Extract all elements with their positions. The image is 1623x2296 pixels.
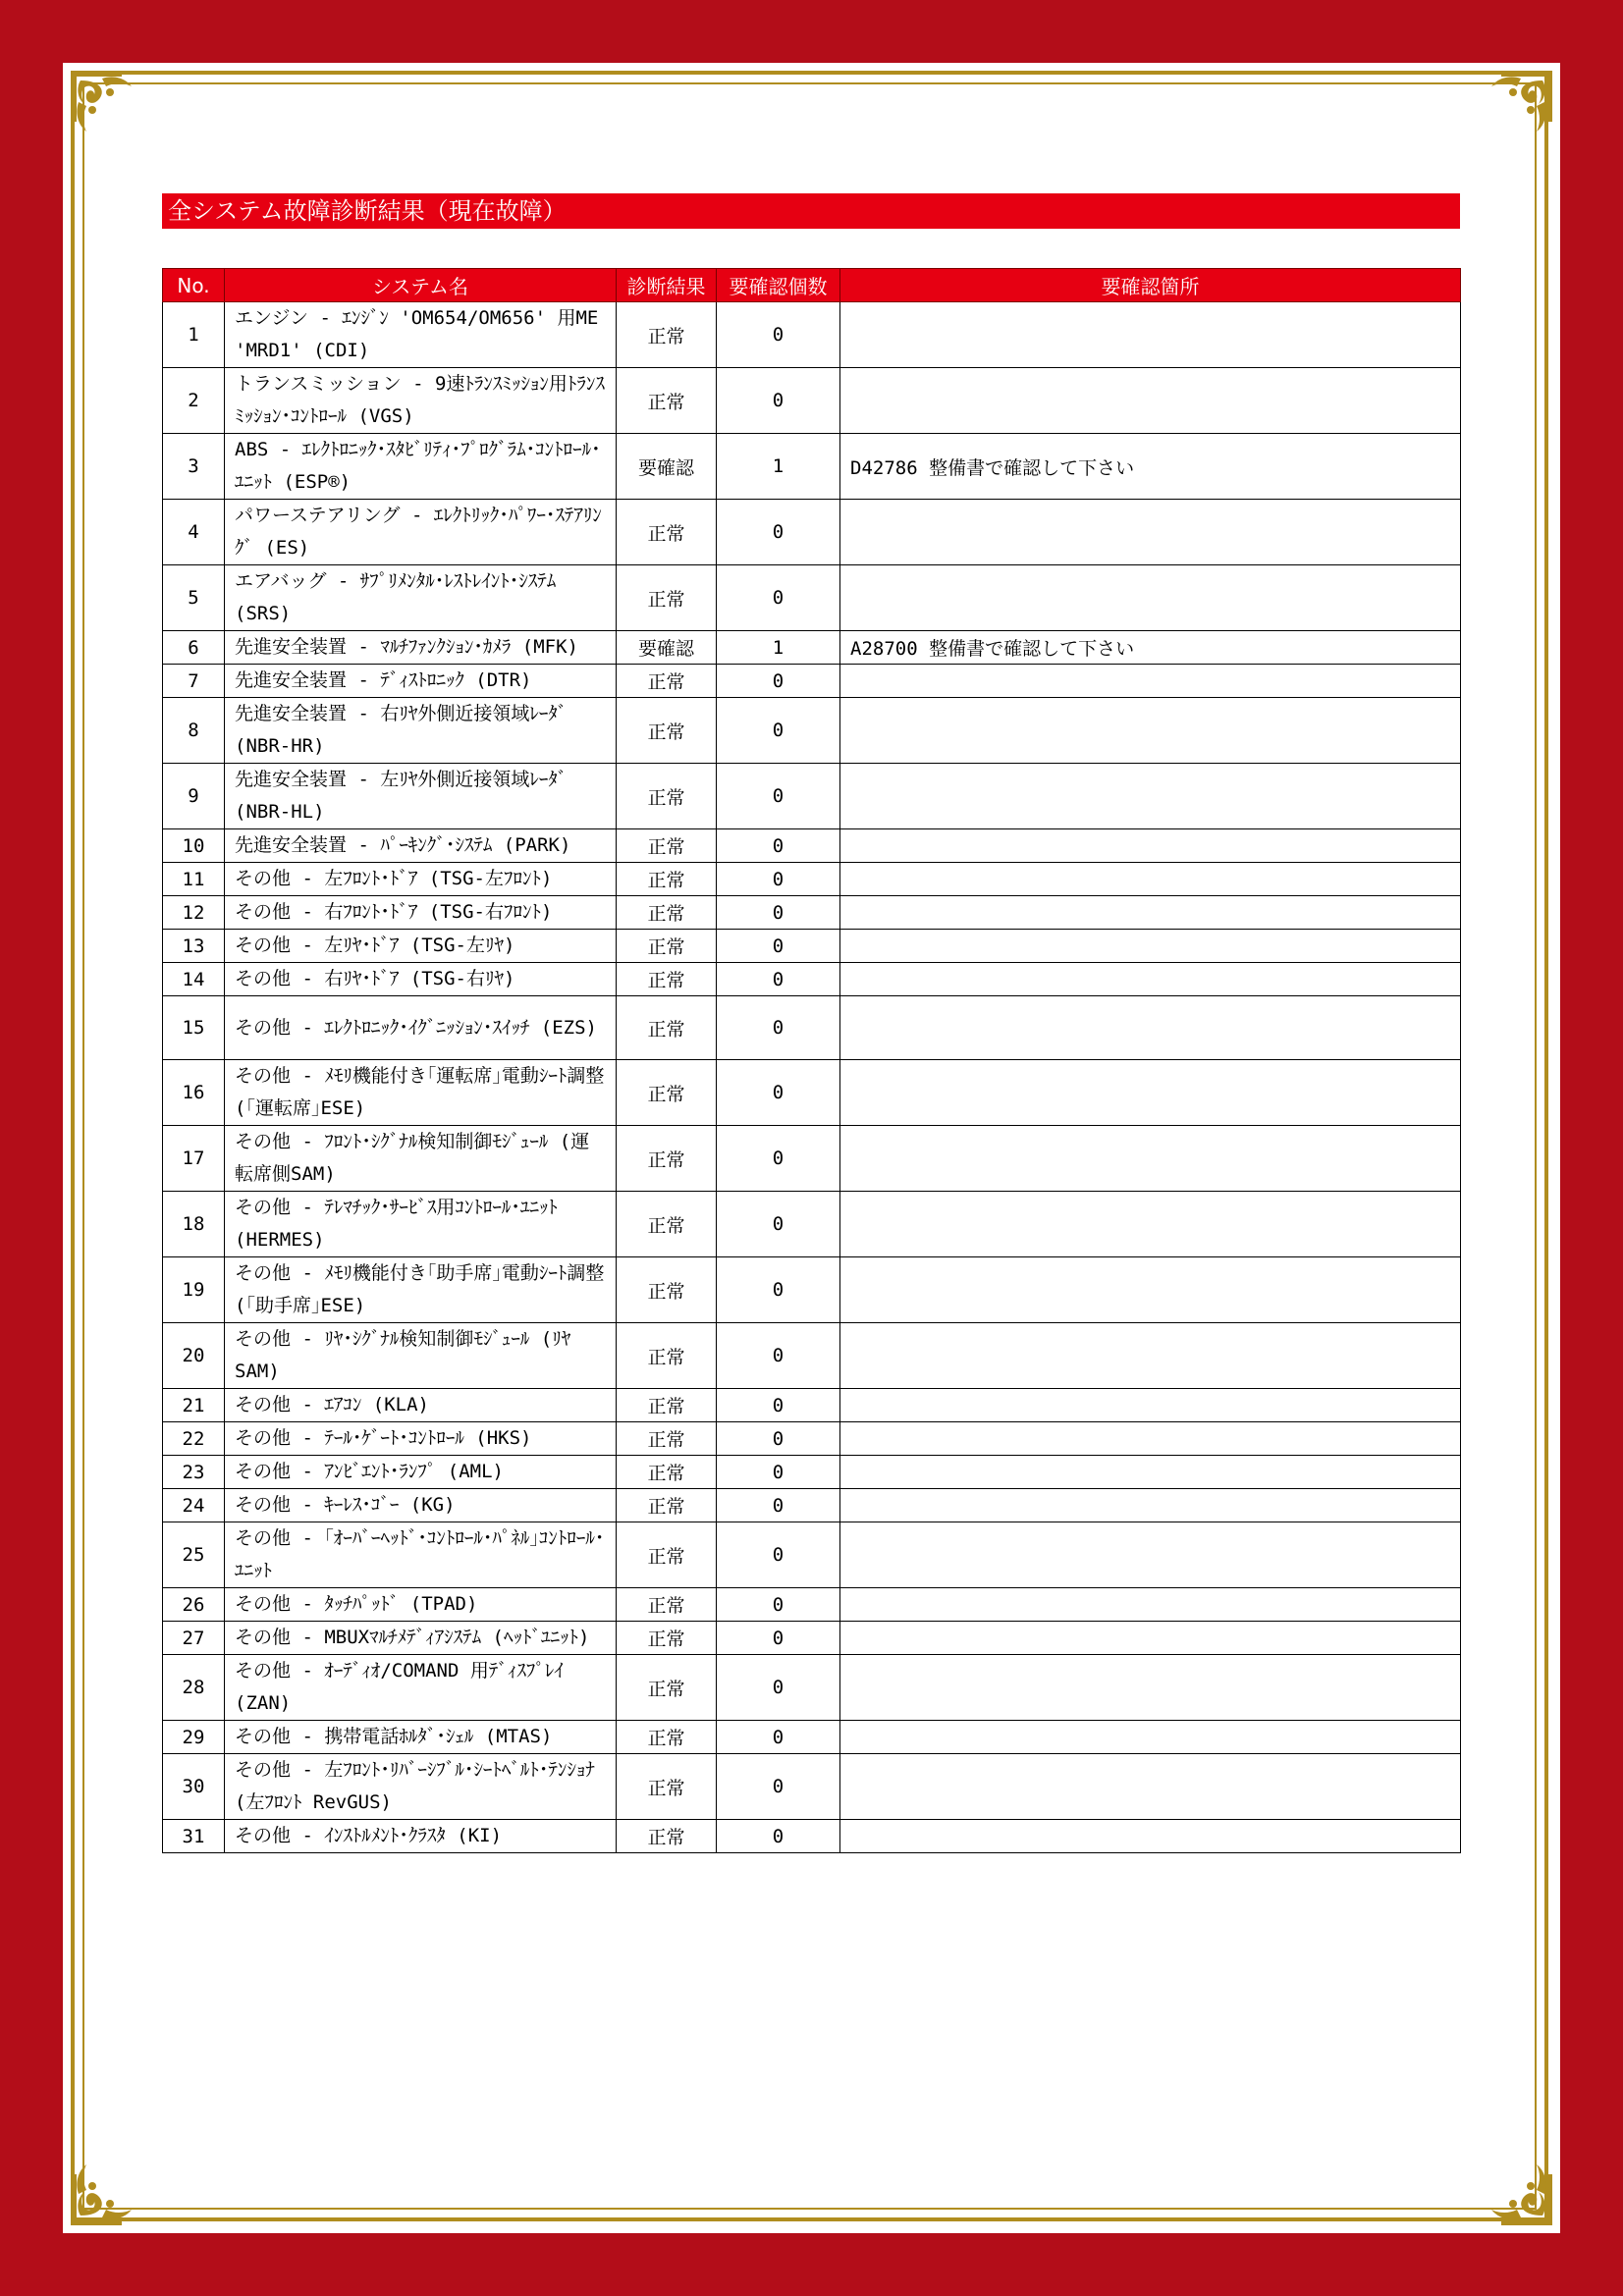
row-number-cell: 1	[163, 302, 225, 368]
table-row	[163, 698, 1461, 764]
table-row	[163, 1754, 1461, 1820]
row-number-cell: 12	[163, 896, 225, 930]
location-cell	[840, 829, 1461, 863]
row-number-cell: 29	[163, 1721, 225, 1754]
system-name-cell: 先進安全装置 - 左ﾘﾔ外側近接領域ﾚｰﾀﾞ (NBR-HL)	[225, 764, 617, 829]
row-number-cell: 11	[163, 863, 225, 896]
result-cell: 正常	[617, 896, 717, 930]
header-count: 要確認個数	[717, 269, 840, 302]
table-row	[163, 631, 1461, 665]
row-number-cell: 7	[163, 665, 225, 698]
table-row	[163, 1126, 1461, 1192]
ornament-corner-icon	[63, 63, 157, 157]
table-row	[163, 1192, 1461, 1257]
table-row	[163, 434, 1461, 500]
system-name-cell: 先進安全装置 - ﾃﾞｨｽﾄﾛﾆｯｸ (DTR)	[225, 665, 617, 698]
system-name-cell: その他 - ｵｰﾃﾞｨｵ/COMAND 用ﾃﾞｨｽﾌﾟﾚｲ (ZAN)	[225, 1655, 617, 1721]
row-number-cell: 4	[163, 500, 225, 565]
table-row	[163, 896, 1461, 930]
count-cell: 1	[717, 631, 840, 665]
table-row	[163, 996, 1461, 1060]
header-no: No.	[163, 269, 225, 302]
row-number-cell: 16	[163, 1060, 225, 1126]
count-cell: 0	[717, 1588, 840, 1622]
count-cell: 0	[717, 1060, 840, 1126]
result-cell: 正常	[617, 1754, 717, 1820]
ornament-corner-icon	[1466, 63, 1560, 157]
location-cell	[840, 302, 1461, 368]
count-cell: 0	[717, 930, 840, 963]
system-name-cell: その他 - ｴﾚｸﾄﾛﾆｯｸ･ｲｸﾞﾆｯｼｮﾝ･ｽｲｯﾁ (EZS)	[225, 996, 617, 1060]
result-cell: 正常	[617, 1489, 717, 1522]
location-cell	[840, 500, 1461, 565]
location-cell	[840, 1820, 1461, 1853]
system-name-cell: その他 - ﾒﾓﾘ機能付き｢運転席｣電動ｼｰﾄ調整 (｢運転席｣ESE)	[225, 1060, 617, 1126]
header-result: 診断結果	[617, 269, 717, 302]
table-row	[163, 764, 1461, 829]
section-title: 全システム故障診断結果（現在故障）	[162, 193, 1460, 229]
result-cell: 要確認	[617, 631, 717, 665]
row-number-cell: 19	[163, 1257, 225, 1323]
table-row	[163, 963, 1461, 996]
result-cell: 正常	[617, 1721, 717, 1754]
table-row	[163, 1456, 1461, 1489]
count-cell: 0	[717, 1422, 840, 1456]
table-row	[163, 368, 1461, 434]
table-row	[163, 302, 1461, 368]
count-cell: 0	[717, 1622, 840, 1655]
table-row	[163, 1389, 1461, 1422]
row-number-cell: 15	[163, 996, 225, 1060]
count-cell: 0	[717, 1456, 840, 1489]
count-cell: 0	[717, 1323, 840, 1389]
location-cell	[840, 1456, 1461, 1489]
count-cell: 0	[717, 1389, 840, 1422]
table-row	[163, 1622, 1461, 1655]
location-cell	[840, 1655, 1461, 1721]
row-number-cell: 30	[163, 1754, 225, 1820]
table-row	[163, 565, 1461, 631]
table-row	[163, 1323, 1461, 1389]
row-number-cell: 28	[163, 1655, 225, 1721]
table-row	[163, 1060, 1461, 1126]
result-cell: 正常	[617, 1323, 717, 1389]
count-cell: 0	[717, 1820, 840, 1853]
location-cell	[840, 930, 1461, 963]
count-cell: 0	[717, 764, 840, 829]
location-cell	[840, 1389, 1461, 1422]
row-number-cell: 17	[163, 1126, 225, 1192]
system-name-cell: その他 - ﾀｯﾁﾊﾟｯﾄﾞ (TPAD)	[225, 1588, 617, 1622]
row-number-cell: 27	[163, 1622, 225, 1655]
count-cell: 0	[717, 665, 840, 698]
count-cell: 0	[717, 1655, 840, 1721]
diagnosis-table	[162, 268, 1461, 1853]
system-name-cell: エアバッグ - ｻﾌﾟﾘﾒﾝﾀﾙ･ﾚｽﾄﾚｲﾝﾄ･ｼｽﾃﾑ (SRS)	[225, 565, 617, 631]
location-cell: A28700 整備書で確認して下さい	[840, 631, 1461, 665]
result-cell: 正常	[617, 996, 717, 1060]
count-cell: 0	[717, 1257, 840, 1323]
table-row	[163, 665, 1461, 698]
location-cell	[840, 1522, 1461, 1588]
system-name-cell: その他 - 左ﾌﾛﾝﾄ･ﾘﾊﾞｰｼﾌﾞﾙ･ｼｰﾄﾍﾞﾙﾄ･ﾃﾝｼｮﾅ (左ﾌﾛﾝﾄ RevGUS)	[225, 1754, 617, 1820]
location-cell	[840, 1588, 1461, 1622]
table-header-row	[163, 269, 1461, 302]
result-cell: 正常	[617, 1820, 717, 1853]
row-number-cell: 13	[163, 930, 225, 963]
system-name-cell: トランスミッション - 9速ﾄﾗﾝｽﾐｯｼｮﾝ用ﾄﾗﾝｽﾐｯｼｮﾝ･ｺﾝﾄﾛｰﾙ (VGS)	[225, 368, 617, 434]
location-cell	[840, 1489, 1461, 1522]
system-name-cell: その他 - ｢ｵｰﾊﾞｰﾍｯﾄﾞ･ｺﾝﾄﾛｰﾙ･ﾊﾟﾈﾙ｣ｺﾝﾄﾛｰﾙ･ﾕﾆｯﾄ	[225, 1522, 617, 1588]
table-row	[163, 1721, 1461, 1754]
system-name-cell: 先進安全装置 - 右ﾘﾔ外側近接領域ﾚｰﾀﾞ (NBR-HR)	[225, 698, 617, 764]
row-number-cell: 5	[163, 565, 225, 631]
row-number-cell: 10	[163, 829, 225, 863]
location-cell	[840, 565, 1461, 631]
location-cell	[840, 1126, 1461, 1192]
count-cell: 0	[717, 302, 840, 368]
table-row	[163, 829, 1461, 863]
table-row	[163, 1655, 1461, 1721]
location-cell	[840, 1323, 1461, 1389]
system-name-cell: ABS - ｴﾚｸﾄﾛﾆｯｸ･ｽﾀﾋﾞﾘﾃｨ･ﾌﾟﾛｸﾞﾗﾑ･ｺﾝﾄﾛｰﾙ･ﾕﾆｯﾄ (ESP®)	[225, 434, 617, 500]
system-name-cell: その他 - 左ﾌﾛﾝﾄ･ﾄﾞｱ (TSG-左ﾌﾛﾝﾄ)	[225, 863, 617, 896]
system-name-cell: 先進安全装置 - ﾊﾟｰｷﾝｸﾞ･ｼｽﾃﾑ (PARK)	[225, 829, 617, 863]
table-row	[163, 1489, 1461, 1522]
result-cell: 正常	[617, 1126, 717, 1192]
result-cell: 正常	[617, 1522, 717, 1588]
result-cell: 要確認	[617, 434, 717, 500]
system-name-cell: その他 - ﾒﾓﾘ機能付き｢助手席｣電動ｼｰﾄ調整 (｢助手席｣ESE)	[225, 1257, 617, 1323]
count-cell: 0	[717, 963, 840, 996]
count-cell: 0	[717, 1721, 840, 1754]
result-cell: 正常	[617, 1456, 717, 1489]
location-cell	[840, 1754, 1461, 1820]
row-number-cell: 23	[163, 1456, 225, 1489]
row-number-cell: 3	[163, 434, 225, 500]
row-number-cell: 26	[163, 1588, 225, 1622]
result-cell: 正常	[617, 1422, 717, 1456]
location-cell	[840, 1060, 1461, 1126]
system-name-cell: 先進安全装置 - ﾏﾙﾁﾌｧﾝｸｼｮﾝ･ｶﾒﾗ (MFK)	[225, 631, 617, 665]
row-number-cell: 2	[163, 368, 225, 434]
row-number-cell: 22	[163, 1422, 225, 1456]
result-cell: 正常	[617, 302, 717, 368]
system-name-cell: その他 - ﾃﾚﾏﾁｯｸ･ｻｰﾋﾞｽ用ｺﾝﾄﾛｰﾙ･ﾕﾆｯﾄ (HERMES)	[225, 1192, 617, 1257]
table-body	[163, 302, 1461, 1853]
system-name-cell: その他 - 左ﾘﾔ･ﾄﾞｱ (TSG-左ﾘﾔ)	[225, 930, 617, 963]
table-row	[163, 500, 1461, 565]
system-name-cell: その他 - 右ﾌﾛﾝﾄ･ﾄﾞｱ (TSG-右ﾌﾛﾝﾄ)	[225, 896, 617, 930]
row-number-cell: 21	[163, 1389, 225, 1422]
system-name-cell: その他 - MBUXﾏﾙﾁﾒﾃﾞｨｱｼｽﾃﾑ (ﾍｯﾄﾞﾕﾆｯﾄ)	[225, 1622, 617, 1655]
location-cell	[840, 665, 1461, 698]
table-row	[163, 1522, 1461, 1588]
count-cell: 0	[717, 368, 840, 434]
row-number-cell: 31	[163, 1820, 225, 1853]
location-cell	[840, 963, 1461, 996]
row-number-cell: 24	[163, 1489, 225, 1522]
table-row	[163, 930, 1461, 963]
system-name-cell: その他 - ﾃｰﾙ･ｹﾞｰﾄ･ｺﾝﾄﾛｰﾙ (HKS)	[225, 1422, 617, 1456]
location-cell: D42786 整備書で確認して下さい	[840, 434, 1461, 500]
result-cell: 正常	[617, 698, 717, 764]
result-cell: 正常	[617, 500, 717, 565]
result-cell: 正常	[617, 1192, 717, 1257]
ornament-corner-icon	[63, 2139, 157, 2233]
result-cell: 正常	[617, 368, 717, 434]
system-name-cell: パワーステアリング - ｴﾚｸﾄﾘｯｸ･ﾊﾟﾜｰ･ｽﾃｱﾘﾝｸﾞ (ES)	[225, 500, 617, 565]
system-name-cell: その他 - ｲﾝｽﾄﾙﾒﾝﾄ･ｸﾗｽﾀ (KI)	[225, 1820, 617, 1853]
result-cell: 正常	[617, 1060, 717, 1126]
count-cell: 0	[717, 829, 840, 863]
count-cell: 0	[717, 996, 840, 1060]
location-cell	[840, 368, 1461, 434]
location-cell	[840, 996, 1461, 1060]
count-cell: 0	[717, 1126, 840, 1192]
location-cell	[840, 1257, 1461, 1323]
system-name-cell: その他 - ﾌﾛﾝﾄ･ｼｸﾞﾅﾙ検知制御ﾓｼﾞｭｰﾙ (運転席側SAM)	[225, 1126, 617, 1192]
count-cell: 0	[717, 896, 840, 930]
count-cell: 1	[717, 434, 840, 500]
result-cell: 正常	[617, 1655, 717, 1721]
ornament-corner-icon	[1466, 2139, 1560, 2233]
table-row	[163, 1820, 1461, 1853]
table-row	[163, 863, 1461, 896]
location-cell	[840, 698, 1461, 764]
location-cell	[840, 863, 1461, 896]
result-cell: 正常	[617, 1389, 717, 1422]
location-cell	[840, 896, 1461, 930]
count-cell: 0	[717, 1522, 840, 1588]
row-number-cell: 8	[163, 698, 225, 764]
result-cell: 正常	[617, 565, 717, 631]
count-cell: 0	[717, 1489, 840, 1522]
system-name-cell: エンジン - ｴﾝｼﾞﾝ 'OM654/OM656' 用ME 'MRD1' (CDI)	[225, 302, 617, 368]
location-cell	[840, 1721, 1461, 1754]
result-cell: 正常	[617, 1257, 717, 1323]
location-cell	[840, 764, 1461, 829]
count-cell: 0	[717, 500, 840, 565]
result-cell: 正常	[617, 1622, 717, 1655]
location-cell	[840, 1422, 1461, 1456]
location-cell	[840, 1622, 1461, 1655]
table-row	[163, 1257, 1461, 1323]
row-number-cell: 18	[163, 1192, 225, 1257]
count-cell: 0	[717, 1754, 840, 1820]
count-cell: 0	[717, 565, 840, 631]
location-cell	[840, 1192, 1461, 1257]
row-number-cell: 20	[163, 1323, 225, 1389]
result-cell: 正常	[617, 930, 717, 963]
result-cell: 正常	[617, 829, 717, 863]
count-cell: 0	[717, 1192, 840, 1257]
row-number-cell: 9	[163, 764, 225, 829]
header-system-name: システム名	[225, 269, 617, 302]
system-name-cell: その他 - 右ﾘﾔ･ﾄﾞｱ (TSG-右ﾘﾔ)	[225, 963, 617, 996]
result-cell: 正常	[617, 1588, 717, 1622]
result-cell: 正常	[617, 963, 717, 996]
system-name-cell: その他 - ﾘﾔ･ｼｸﾞﾅﾙ検知制御ﾓｼﾞｭｰﾙ (ﾘﾔSAM)	[225, 1323, 617, 1389]
count-cell: 0	[717, 863, 840, 896]
result-cell: 正常	[617, 665, 717, 698]
system-name-cell: その他 - ｱﾝﾋﾞｴﾝﾄ･ﾗﾝﾌﾟ (AML)	[225, 1456, 617, 1489]
system-name-cell: その他 - ｴｱｺﾝ (KLA)	[225, 1389, 617, 1422]
result-cell: 正常	[617, 863, 717, 896]
count-cell: 0	[717, 698, 840, 764]
system-name-cell: その他 - ｷｰﾚｽ･ｺﾞｰ (KG)	[225, 1489, 617, 1522]
table-row	[163, 1588, 1461, 1622]
result-cell: 正常	[617, 764, 717, 829]
row-number-cell: 6	[163, 631, 225, 665]
header-location: 要確認箇所	[840, 269, 1461, 302]
system-name-cell: その他 - 携帯電話ﾎﾙﾀﾞ･ｼｪﾙ (MTAS)	[225, 1721, 617, 1754]
table-row	[163, 1422, 1461, 1456]
row-number-cell: 25	[163, 1522, 225, 1588]
row-number-cell: 14	[163, 963, 225, 996]
